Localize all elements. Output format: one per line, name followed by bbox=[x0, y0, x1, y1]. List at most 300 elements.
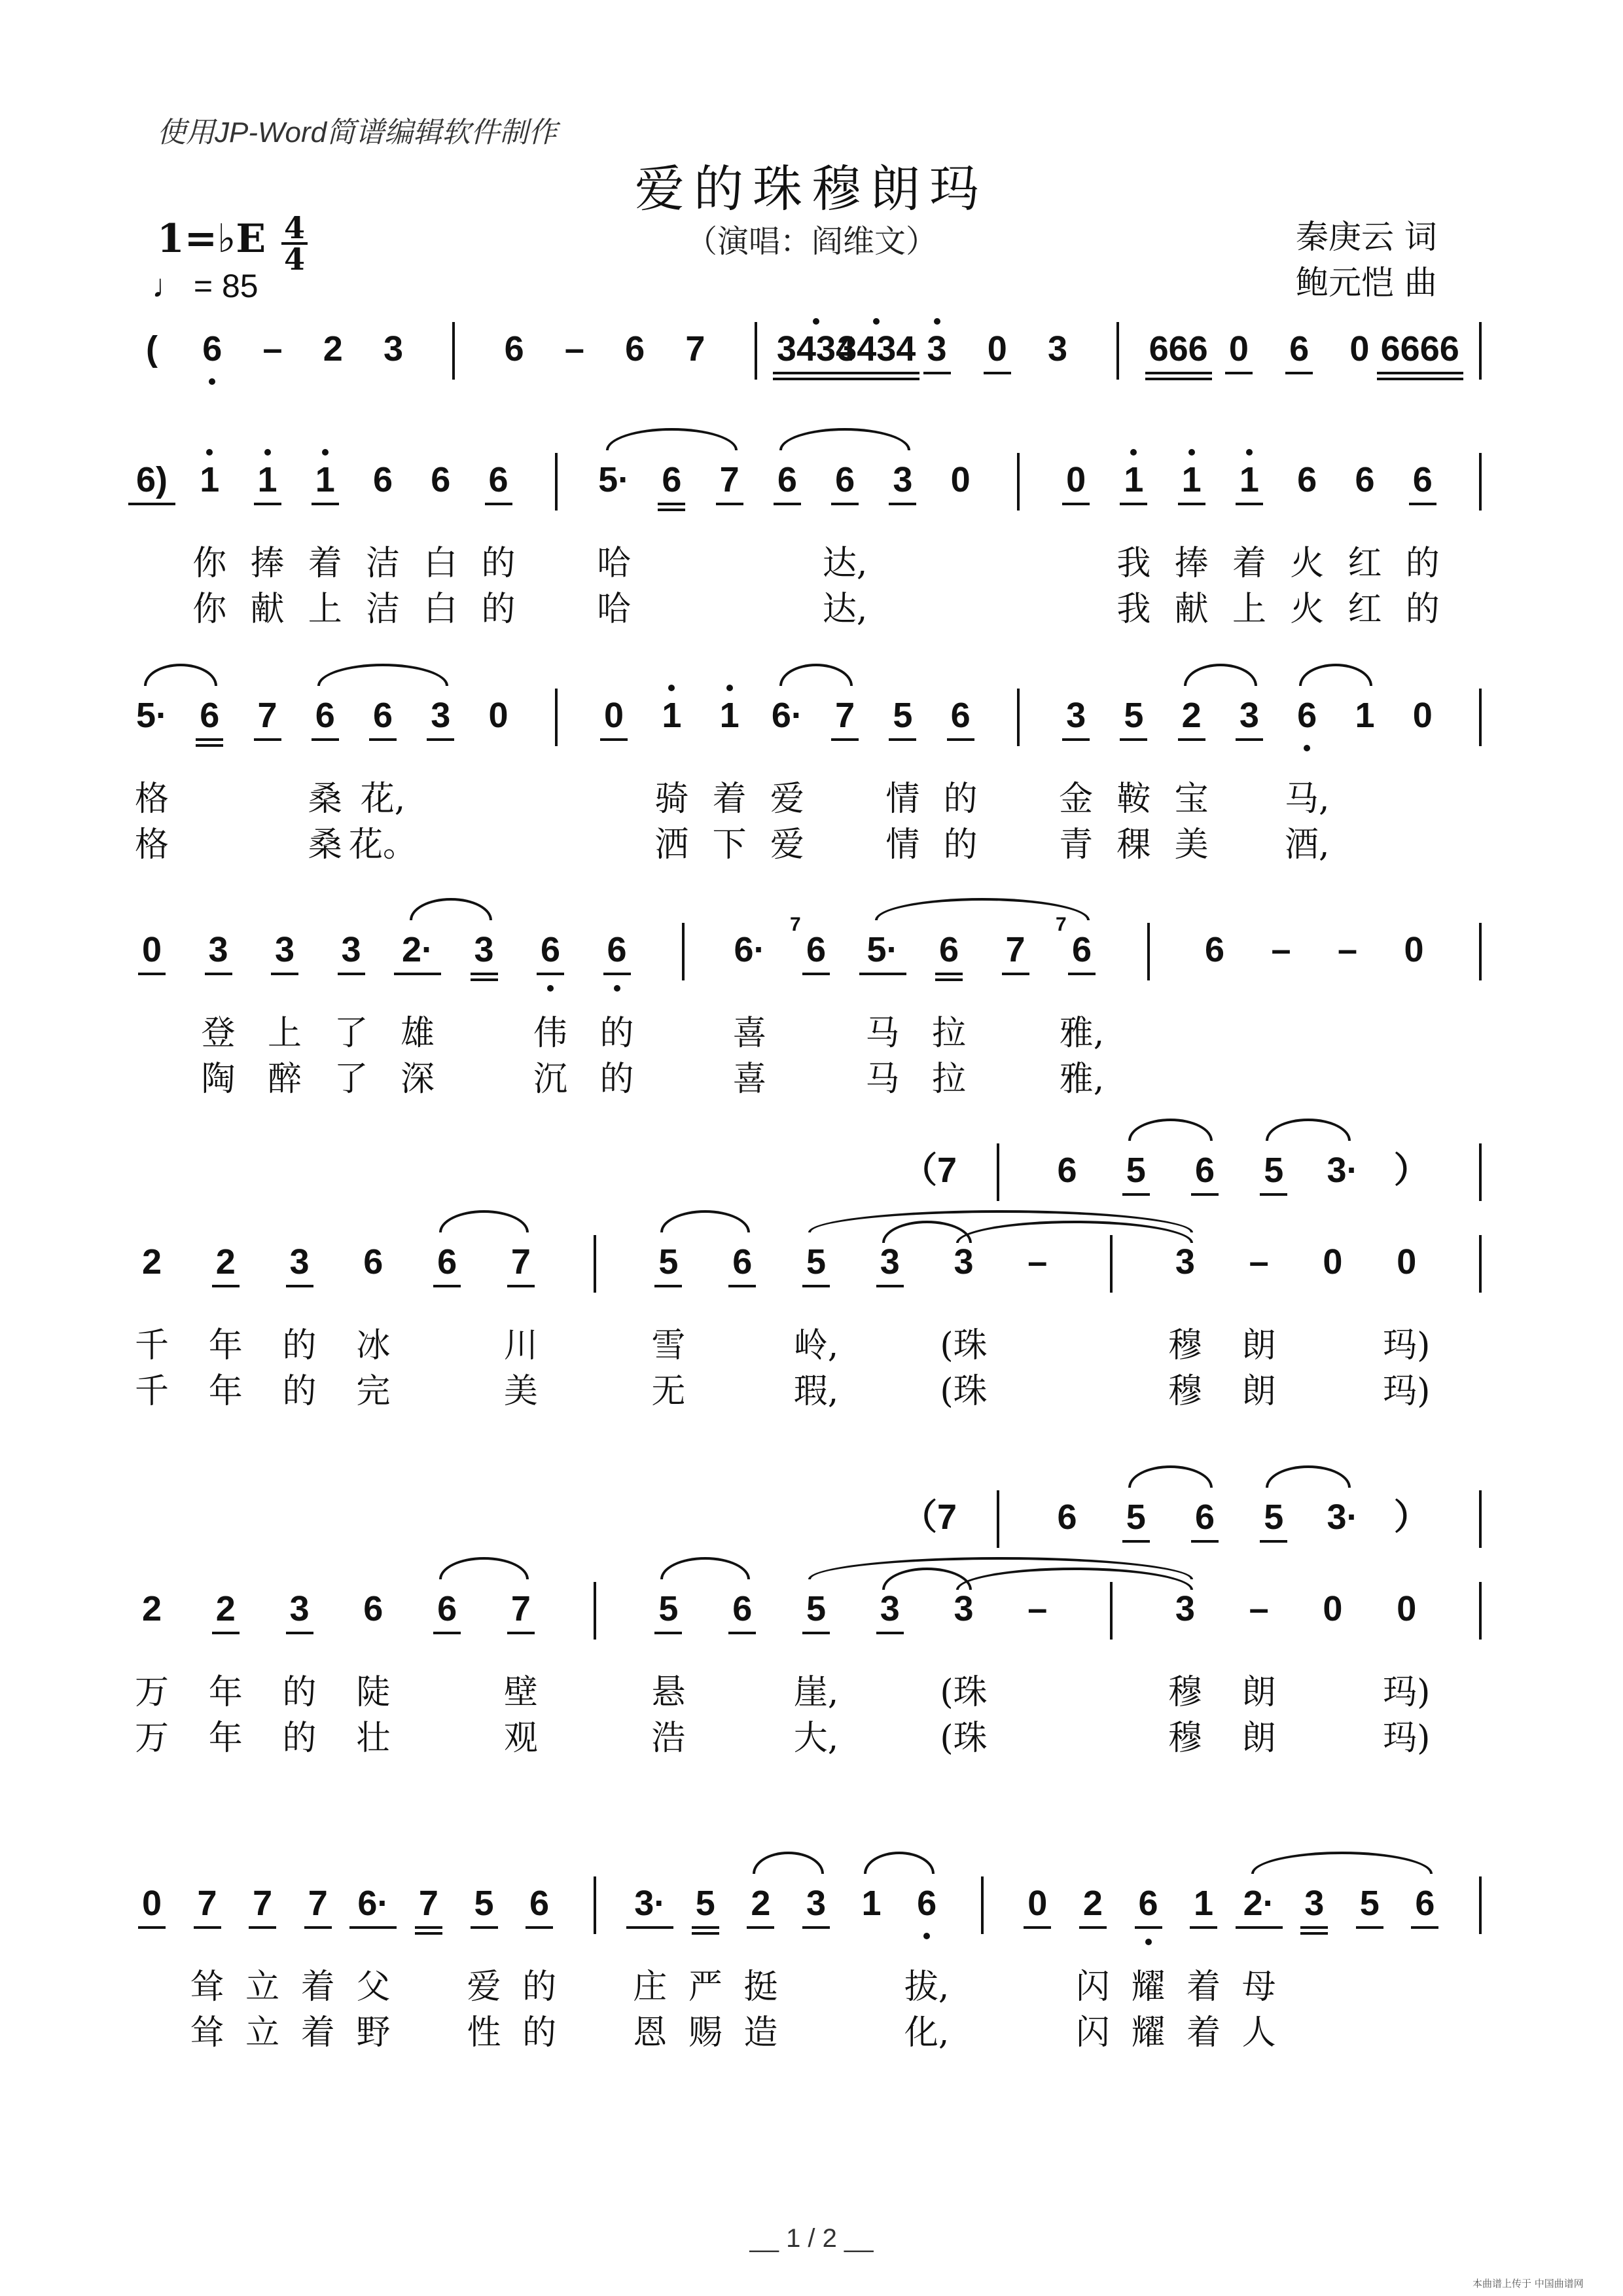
barline bbox=[1479, 1143, 1482, 1201]
beam-underline bbox=[338, 973, 365, 975]
lyric-syllable: 的 bbox=[282, 1719, 317, 1758]
lyric-syllable: 拉 bbox=[931, 1014, 966, 1053]
note-cell: 6 bbox=[202, 329, 223, 368]
octave-dot-below bbox=[209, 378, 215, 385]
lyric-syllable: 伟 bbox=[533, 1014, 567, 1053]
note-cell: 3· bbox=[634, 1884, 666, 1923]
lyric-syllable: 上 bbox=[1232, 590, 1266, 629]
lyric-syllable: 耀 bbox=[1131, 2013, 1166, 2053]
lyric-syllable: 朗 bbox=[1241, 1673, 1276, 1712]
beam-underline bbox=[831, 503, 859, 505]
note-cell: 2 bbox=[751, 1884, 771, 1923]
note-cell: 6 bbox=[315, 696, 335, 735]
octave-dot-below bbox=[923, 1933, 930, 1939]
lyric-syllable: 上 bbox=[267, 1014, 302, 1053]
note-cell: 6 bbox=[835, 460, 855, 499]
software-credit: 使用JP-Word简谱编辑软件制作 bbox=[157, 117, 558, 149]
note-cell: 3 bbox=[208, 930, 228, 969]
note-cell: 5 bbox=[1264, 1498, 1284, 1537]
lyric-syllable: 的 bbox=[282, 1326, 317, 1365]
barline bbox=[1110, 1582, 1113, 1640]
lyric-syllable: 红 bbox=[1347, 544, 1382, 583]
lyric-syllable: 的 bbox=[522, 1967, 557, 2007]
lyric-syllable: 金 bbox=[1059, 780, 1094, 819]
composer-credit: 鲍元恺 曲 bbox=[1296, 264, 1437, 302]
beam-underline bbox=[1300, 1932, 1328, 1935]
note-cell: 5 bbox=[474, 1884, 494, 1923]
lyric-syllable: 年 bbox=[208, 1326, 243, 1365]
music-system bbox=[0, 458, 1623, 668]
beam-underline bbox=[1236, 503, 1263, 505]
beam-underline bbox=[286, 1632, 313, 1634]
note-cell: 3 bbox=[880, 1589, 900, 1628]
lyric-syllable: 壁 bbox=[503, 1673, 538, 1712]
note-cell: 6 bbox=[437, 1589, 457, 1628]
lyric-syllable: 的 bbox=[522, 2013, 557, 2053]
note-cell: 3 bbox=[806, 1884, 827, 1923]
beam-underline bbox=[1122, 1540, 1150, 1543]
lyric-syllable: 情 bbox=[885, 780, 920, 819]
note-cell: 6 bbox=[373, 460, 393, 499]
lyric-syllable: 悬 bbox=[651, 1673, 686, 1712]
note-cell: 6 bbox=[1289, 329, 1310, 368]
lyric-syllable: 献 bbox=[1174, 590, 1209, 629]
lyric-syllable: 朗 bbox=[1241, 1326, 1276, 1365]
lyric-syllable: 捧 bbox=[250, 544, 285, 583]
beam-underline bbox=[526, 1926, 553, 1929]
lyric-syllable: 穆 bbox=[1168, 1673, 1202, 1712]
beam-underline bbox=[1062, 503, 1090, 505]
singer-credit: （演唱：阎维文） bbox=[685, 223, 937, 260]
lyric-syllable: 立 bbox=[245, 2013, 280, 2053]
lyric-syllable: 的 bbox=[943, 825, 978, 865]
beam-underline bbox=[507, 1632, 535, 1634]
beam-underline bbox=[254, 738, 281, 741]
note-cell: 6· bbox=[734, 930, 766, 969]
lyric-syllable: 挺 bbox=[743, 1967, 778, 2007]
grace-note: 7 bbox=[1056, 914, 1067, 935]
beam-underline bbox=[889, 738, 916, 741]
lyric-syllable: 川 bbox=[503, 1326, 538, 1365]
lyric-syllable: 的 bbox=[599, 1060, 634, 1099]
time-signature-bottom: 4 bbox=[283, 242, 305, 277]
note-cell: 7 bbox=[685, 329, 705, 368]
beam-underline bbox=[654, 1285, 682, 1287]
lyric-syllable: 严 bbox=[688, 1967, 722, 2007]
lyric-syllable: 达, bbox=[822, 590, 868, 629]
note-cell: 2 bbox=[323, 329, 343, 368]
note-cell: 5· bbox=[598, 460, 630, 499]
site-watermark: 本曲谱上传于 中国曲谱网 bbox=[1472, 2278, 1584, 2289]
lyric-syllable: 沉 bbox=[533, 1060, 567, 1099]
beam-underline bbox=[876, 1285, 904, 1287]
note-cell: （7 bbox=[901, 1498, 957, 1537]
music-system bbox=[0, 1240, 1623, 1450]
note-cell: 6 bbox=[200, 696, 220, 735]
beam-underline bbox=[427, 738, 454, 741]
lyric-syllable: 朗 bbox=[1241, 1372, 1276, 1411]
note-cell: 5 bbox=[695, 1884, 715, 1923]
beam-underline bbox=[1122, 1193, 1150, 1196]
beam-underline bbox=[205, 973, 232, 975]
note-cell: 2 bbox=[141, 1589, 162, 1628]
note-cell: 6 bbox=[1194, 1498, 1215, 1537]
note-cell: 2 bbox=[215, 1242, 236, 1282]
note-cell: 7 bbox=[197, 1884, 217, 1923]
note-cell: 1 bbox=[315, 460, 335, 499]
beam-underline bbox=[802, 1926, 830, 1929]
note-cell: 6 bbox=[1412, 460, 1433, 499]
tie-slur bbox=[1266, 1465, 1350, 1488]
beam-underline bbox=[603, 973, 631, 975]
lyric-syllable: 玛) bbox=[1383, 1719, 1431, 1758]
note-cell: 0 bbox=[1404, 930, 1424, 969]
note-cell: 0 bbox=[1412, 696, 1433, 735]
note-cell: 6 bbox=[1194, 1151, 1215, 1190]
note-cell: 0 bbox=[950, 460, 971, 499]
lyric-syllable: 醉 bbox=[267, 1060, 302, 1099]
beam-underline bbox=[507, 1285, 535, 1287]
beam-underline bbox=[1377, 372, 1463, 374]
beam-underline bbox=[802, 973, 830, 975]
beam-underline bbox=[947, 738, 974, 741]
octave-dot-above bbox=[322, 449, 329, 456]
octave-dot-above bbox=[264, 449, 271, 456]
note-cell: 1 bbox=[719, 696, 740, 735]
music-system bbox=[0, 694, 1623, 903]
note-cell: 6 bbox=[1204, 930, 1225, 969]
note-cell: 1 bbox=[662, 696, 682, 735]
lyric-syllable: 了 bbox=[334, 1014, 368, 1053]
note-cell: 3 bbox=[1066, 696, 1086, 735]
beam-underline bbox=[626, 1926, 673, 1929]
lyric-syllable: 喜 bbox=[732, 1060, 767, 1099]
note-cell: 7 bbox=[510, 1589, 531, 1628]
lyric-syllable: 母 bbox=[1241, 1967, 1276, 2007]
lyric-syllable: 庄 bbox=[633, 1967, 668, 2007]
lyric-syllable: 的 bbox=[481, 590, 516, 629]
note-cell: – bbox=[262, 329, 283, 368]
note-cell: 5 bbox=[1126, 1498, 1146, 1537]
note-cell: 2 bbox=[215, 1589, 236, 1628]
note-cell: 2 bbox=[141, 1242, 162, 1282]
lyric-syllable: (珠 bbox=[940, 1719, 988, 1758]
note-cell: 3 bbox=[289, 1242, 310, 1282]
note-cell: 3 bbox=[1304, 1884, 1325, 1923]
beam-underline bbox=[716, 503, 743, 505]
beam-underline bbox=[1260, 1540, 1287, 1543]
lyric-syllable: 年 bbox=[208, 1673, 243, 1712]
beam-underline bbox=[833, 372, 919, 374]
lyric-syllable: 朗 bbox=[1241, 1719, 1276, 1758]
barline bbox=[1479, 689, 1482, 746]
lyric-syllable: 骑 bbox=[654, 780, 689, 819]
lyric-syllable: 美 bbox=[503, 1372, 538, 1411]
beam-underline bbox=[600, 738, 628, 741]
lyric-syllable: 着 bbox=[308, 544, 342, 583]
barline bbox=[1479, 322, 1482, 380]
lyric-syllable: 着 bbox=[300, 1967, 335, 2007]
lyric-syllable: 的 bbox=[282, 1372, 317, 1411]
lyric-syllable: 桑 bbox=[308, 780, 342, 819]
note-cell: – bbox=[1027, 1242, 1048, 1282]
note-cell: 0 bbox=[1066, 460, 1086, 499]
note-cell: 6 bbox=[504, 329, 524, 368]
beam-underline bbox=[1191, 1540, 1219, 1543]
lyric-syllable: 雄 bbox=[400, 1014, 435, 1053]
lyric-syllable: 穆 bbox=[1168, 1372, 1202, 1411]
beam-underline bbox=[1120, 503, 1147, 505]
beam-underline bbox=[471, 978, 498, 981]
lyric-syllable: 耀 bbox=[1131, 1967, 1166, 2007]
beam-underline bbox=[415, 1926, 442, 1929]
tie-slur bbox=[1128, 1465, 1213, 1488]
lyric-syllable: 父 bbox=[356, 1967, 391, 2007]
lyric-syllable: 完 bbox=[356, 1372, 391, 1411]
beam-underline bbox=[1135, 1926, 1162, 1929]
note-cell: ） bbox=[1393, 1151, 1429, 1190]
note-cell: 2 bbox=[1181, 696, 1202, 735]
lyric-syllable: 哈 bbox=[597, 544, 632, 583]
lyric-syllable: 着 bbox=[300, 2013, 335, 2053]
lyric-syllable: 马 bbox=[865, 1060, 900, 1099]
lyric-syllable: 白 bbox=[423, 590, 458, 629]
note-cell: 6 bbox=[437, 1242, 457, 1282]
note-cell: 3 bbox=[954, 1589, 974, 1628]
lyric-syllable: 马, bbox=[1284, 780, 1330, 819]
lyric-syllable: 达, bbox=[822, 544, 868, 583]
beam-underline bbox=[128, 503, 175, 505]
beam-underline bbox=[138, 1926, 166, 1929]
lyric-syllable: 登 bbox=[201, 1014, 236, 1053]
note-cell: 6 bbox=[1355, 460, 1375, 499]
beam-underline bbox=[654, 1632, 682, 1634]
note-cell: 5 bbox=[893, 696, 913, 735]
tempo-value: = 85 bbox=[193, 268, 259, 304]
lyric-syllable: 千 bbox=[134, 1326, 169, 1365]
beam-underline bbox=[1120, 738, 1147, 741]
lyric-syllable: 的 bbox=[1405, 544, 1440, 583]
beam-underline bbox=[312, 738, 339, 741]
lyric-syllable: 拉 bbox=[931, 1060, 966, 1099]
lyric-syllable: 玛) bbox=[1383, 1673, 1431, 1712]
beam-underline bbox=[747, 1926, 774, 1929]
beam-underline bbox=[1411, 1926, 1438, 1929]
note-cell: 0 bbox=[1397, 1242, 1417, 1282]
note-cell: 7 bbox=[719, 460, 740, 499]
lyric-syllable: 闪 bbox=[1075, 1967, 1110, 2007]
lyric-syllable: 鞍 bbox=[1116, 780, 1151, 819]
note-cell: 6 bbox=[1071, 930, 1092, 969]
beam-underline bbox=[212, 1632, 240, 1634]
note-cell: 1 bbox=[1181, 460, 1202, 499]
beam-underline bbox=[196, 744, 223, 747]
music-system bbox=[0, 1882, 1623, 2091]
note-cell: 2 bbox=[1082, 1884, 1103, 1923]
lyric-syllable: 浩 bbox=[651, 1719, 686, 1758]
beam-underline bbox=[1068, 973, 1096, 975]
beam-underline bbox=[249, 1926, 276, 1929]
lyric-syllable: 穆 bbox=[1168, 1719, 1202, 1758]
beam-underline bbox=[537, 973, 564, 975]
lyric-syllable: 野 bbox=[356, 2013, 391, 2053]
grace-note: 7 bbox=[790, 914, 801, 935]
note-cell: 5 bbox=[1359, 1884, 1380, 1923]
lyric-syllable: 情 bbox=[885, 825, 920, 865]
lyric-syllable: 化, bbox=[904, 2013, 950, 2053]
octave-dot-above bbox=[1188, 449, 1195, 456]
barline bbox=[1479, 923, 1482, 980]
song-title: 爱的珠穆朗玛 bbox=[635, 160, 988, 218]
note-cell: 7 bbox=[510, 1242, 531, 1282]
beam-underline bbox=[1024, 1926, 1051, 1929]
note-cell: – bbox=[1249, 1242, 1269, 1282]
beam-underline bbox=[369, 738, 397, 741]
note-cell: 6 bbox=[1057, 1498, 1077, 1537]
note-cell: 6 bbox=[1138, 1884, 1158, 1923]
beam-underline bbox=[935, 978, 963, 981]
note-cell: 7 bbox=[835, 696, 855, 735]
beam-underline bbox=[433, 1285, 461, 1287]
note-cell: 0 bbox=[1228, 329, 1249, 368]
note-cell: 6· bbox=[357, 1884, 389, 1923]
note-cell: 6 bbox=[363, 1242, 383, 1282]
lyric-syllable: 着 bbox=[1186, 1967, 1221, 2007]
note-cell: 7 bbox=[257, 696, 277, 735]
beam-underline bbox=[254, 503, 281, 505]
note-cell: 6 bbox=[373, 696, 393, 735]
note-cell: 3434 bbox=[837, 329, 916, 368]
lyric-syllable: 雅, bbox=[1059, 1060, 1105, 1099]
lyric-syllable: 下 bbox=[712, 825, 747, 865]
beam-underline bbox=[212, 1285, 240, 1287]
lyric-syllable: 我 bbox=[1116, 590, 1151, 629]
note-cell: 6 bbox=[732, 1242, 753, 1282]
note-cell: 6 bbox=[607, 930, 627, 969]
note-cell: 6 bbox=[363, 1589, 383, 1628]
lyric-syllable: 火 bbox=[1290, 544, 1325, 583]
beam-underline bbox=[1178, 503, 1205, 505]
lyric-syllable: 恩 bbox=[633, 2013, 668, 2053]
lyric-syllable: 的 bbox=[1405, 590, 1440, 629]
note-cell: 5 bbox=[658, 1242, 679, 1282]
beam-underline bbox=[1236, 1926, 1283, 1929]
octave-dot-above bbox=[726, 685, 733, 691]
note-cell: 0 bbox=[1027, 1884, 1048, 1923]
page-number: __ 1 / 2 __ bbox=[749, 2224, 874, 2253]
note-cell: 3 bbox=[927, 329, 947, 368]
beam-underline bbox=[138, 973, 166, 975]
beam-underline bbox=[1409, 503, 1436, 505]
note-cell: 3 bbox=[289, 1589, 310, 1628]
beam-underline bbox=[1260, 1193, 1287, 1196]
beam-underline bbox=[349, 1926, 397, 1929]
beam-underline bbox=[1356, 1926, 1383, 1929]
barline bbox=[1479, 1876, 1482, 1934]
note-cell: 6 bbox=[662, 460, 682, 499]
beam-underline bbox=[1002, 973, 1029, 975]
tie-slur bbox=[753, 1852, 824, 1874]
note-cell: – bbox=[1027, 1589, 1048, 1628]
note-cell: 0 bbox=[141, 930, 162, 969]
note-cell: 0 bbox=[1323, 1589, 1343, 1628]
beam-underline bbox=[802, 1632, 830, 1634]
beam-underline bbox=[774, 503, 801, 505]
barline bbox=[997, 1143, 999, 1201]
octave-dot-below bbox=[1145, 1939, 1152, 1945]
note-cell: 0 bbox=[141, 1884, 162, 1923]
lyric-syllable: 年 bbox=[208, 1719, 243, 1758]
lyric-syllable: 稞 bbox=[1116, 825, 1151, 865]
beam-underline bbox=[658, 503, 685, 505]
lyric-syllable: 耸 bbox=[190, 2013, 224, 2053]
lyric-syllable: 壮 bbox=[356, 1719, 391, 1758]
beam-underline bbox=[1377, 378, 1463, 380]
lyric-syllable: 玛) bbox=[1383, 1326, 1431, 1365]
lyric-syllable: 的 bbox=[282, 1673, 317, 1712]
lyric-syllable: 闪 bbox=[1075, 2013, 1110, 2053]
lyric-syllable: (珠 bbox=[940, 1326, 988, 1365]
note-cell: 1 bbox=[1239, 460, 1259, 499]
note-cell: 3 bbox=[893, 460, 913, 499]
lyric-syllable: 陶 bbox=[201, 1060, 236, 1099]
note-cell: 5· bbox=[135, 696, 168, 735]
lyric-syllable: 白 bbox=[423, 544, 458, 583]
note-cell: 2· bbox=[1243, 1884, 1275, 1923]
note-cell: 3 bbox=[341, 930, 361, 969]
lyric-syllable: 爱 bbox=[770, 825, 804, 865]
lyric-syllable: 洁 bbox=[366, 544, 401, 583]
beam-underline bbox=[304, 1926, 332, 1929]
note-cell: 2· bbox=[401, 930, 433, 969]
lyric-syllable: 酒, bbox=[1284, 825, 1330, 865]
beam-underline bbox=[312, 503, 339, 505]
lyric-syllable: 观 bbox=[503, 1719, 538, 1758]
note-cell: 3· bbox=[1327, 1498, 1359, 1537]
lyric-syllable: 性 bbox=[467, 2013, 501, 2053]
note-cell: 7 bbox=[1005, 930, 1026, 969]
quarter-note-icon: ♩ bbox=[152, 268, 185, 304]
note-cell: 3 bbox=[431, 696, 451, 735]
barline bbox=[997, 1490, 999, 1548]
lyric-syllable: 崖, bbox=[793, 1673, 839, 1712]
note-cell: 6 bbox=[806, 930, 827, 969]
lyric-syllable: 万 bbox=[134, 1673, 169, 1712]
music-system bbox=[0, 914, 1623, 1138]
barline bbox=[1479, 453, 1482, 511]
beam-underline bbox=[728, 1285, 756, 1287]
note-cell: 1 bbox=[1124, 460, 1144, 499]
lyric-syllable: 赐 bbox=[688, 2013, 722, 2053]
note-cell: 6 bbox=[917, 1884, 937, 1923]
note-cell: 1 bbox=[257, 460, 277, 499]
note-cell: 3 bbox=[880, 1242, 900, 1282]
lyric-syllable: 玛) bbox=[1383, 1372, 1431, 1411]
lyric-syllable: 陡 bbox=[356, 1673, 391, 1712]
note-cell: 5 bbox=[658, 1589, 679, 1628]
octave-dot-above bbox=[934, 318, 940, 325]
beam-underline bbox=[802, 1285, 830, 1287]
key-signature: 1=♭E bbox=[157, 216, 266, 262]
note-cell: 6) bbox=[135, 460, 168, 499]
beam-underline bbox=[1145, 372, 1212, 374]
beam-underline bbox=[471, 973, 498, 975]
beam-underline bbox=[471, 1926, 498, 1929]
note-cell: 7 bbox=[418, 1884, 438, 1923]
note-cell: 0 bbox=[1349, 329, 1370, 368]
lyric-syllable: 格 bbox=[134, 825, 169, 865]
lyric-syllable: 火 bbox=[1290, 590, 1325, 629]
